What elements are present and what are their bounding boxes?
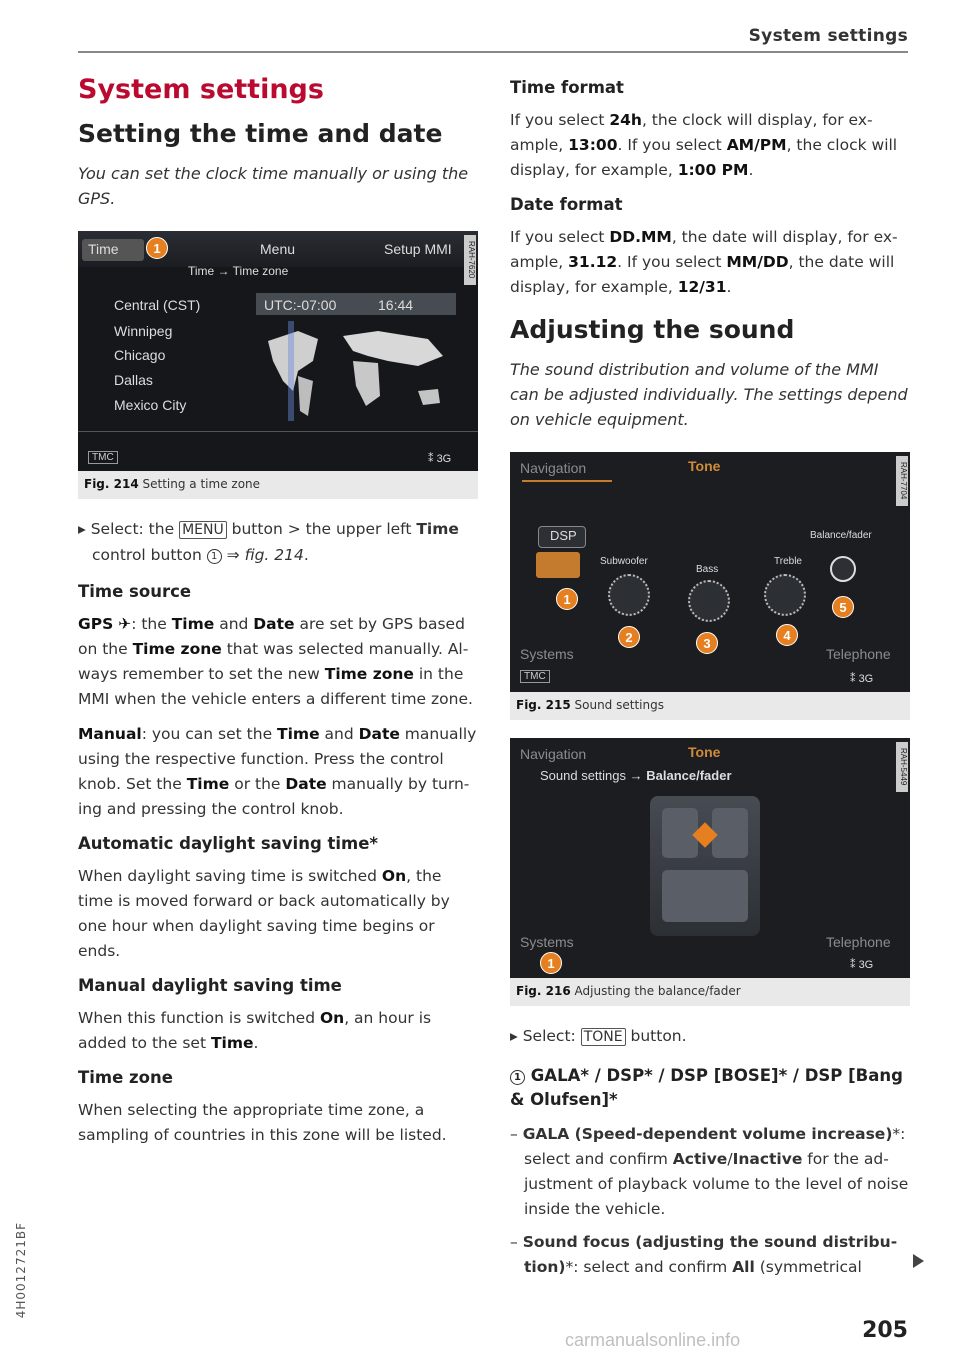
subwoofer-knob — [608, 574, 650, 616]
callout-badge: 1 — [556, 588, 578, 610]
text: / — [727, 1150, 733, 1168]
text: If you select — [510, 228, 610, 246]
subwoofer-label: Subwoofer — [600, 556, 648, 567]
heading-time-zone: Time zone — [78, 1068, 173, 1087]
network-indicator — [850, 958, 873, 971]
telephone-tab: Telephone — [826, 934, 891, 950]
callout-badge: 4 — [776, 624, 798, 646]
bold-text: Date — [253, 615, 295, 633]
time-tab: Time — [88, 241, 119, 257]
figure-214 — [78, 231, 478, 499]
running-head: System settings — [748, 26, 908, 46]
text: . — [726, 278, 732, 296]
city-item: Dallas — [114, 372, 153, 388]
text: , the time is moved forward or back automatically by one hour when daylight saving time begins or ends. — [78, 867, 450, 960]
heading-manual-dst: Manual daylight saving time — [78, 976, 342, 995]
text: . — [253, 1034, 259, 1052]
map-eurasia — [343, 331, 443, 366]
breadcrumb-current: Balance/fader — [646, 768, 732, 783]
list-item-sound-focus: – Sound focus (adjusting the sound distribution)*: select and confirm All (symmetrical — [510, 1233, 898, 1276]
network-label: 3G — [858, 959, 874, 971]
signal-icon: ⁑ — [428, 453, 437, 465]
menu-button-label: MENU — [179, 521, 227, 539]
arrow-symbol: ⇒ — [221, 546, 245, 564]
systems-tab: Systems — [520, 934, 574, 950]
left-column — [78, 72, 478, 1158]
bold-text: Inactive — [732, 1150, 803, 1168]
list-item-gala: – GALA (Speed-dependent volume increase)*: select and confirm Active/Inactive for the adjustment of playback volume to the level of noise inside the vehicle. — [510, 1125, 909, 1218]
text: . If you select — [617, 253, 727, 271]
text: that was selected manually. Always remember to set the new — [78, 640, 469, 683]
watermark: carmanualsonline.info — [565, 1330, 741, 1350]
callout-badge: 2 — [618, 626, 640, 648]
sound-settings-screen — [510, 452, 910, 692]
systems-tab: Systems — [520, 646, 574, 662]
bold-text: GALA (Speed-dependent volume increase) — [522, 1125, 893, 1143]
bold-text: Time — [171, 615, 215, 633]
text: When this function is switched — [78, 1009, 320, 1027]
heading-date-format: Date format — [510, 195, 623, 214]
text: : you can set the — [141, 725, 278, 743]
paragraph-time-format — [510, 108, 910, 183]
bold-text: Time — [210, 1034, 254, 1052]
front-right-seat — [712, 808, 748, 858]
bold-text: Time zone — [324, 665, 414, 683]
network-indicator — [850, 672, 873, 685]
treble-label: Treble — [774, 556, 802, 567]
text: are set by GPS based on the — [78, 615, 465, 658]
page-number: 205 — [862, 1318, 908, 1343]
figure-number: Fig. 214 — [84, 477, 139, 491]
document-code: 4H0012721BF — [14, 1222, 28, 1319]
network-label: 3G — [858, 673, 874, 685]
step-text: . — [303, 546, 309, 564]
figure-code: RAH-7620 — [464, 235, 476, 285]
lead-text: You can set the clock time manually or using the GPS. — [78, 164, 469, 208]
setup-mmi-label: Setup MMI — [384, 241, 452, 257]
figure-caption-text: Adjusting the balance/fader — [574, 984, 741, 998]
heading-text: GALA* / DSP* / DSP [BOSE]* / DSP [Bang & Olufsen]* — [510, 1066, 903, 1109]
callout-badge: 3 — [696, 632, 718, 654]
map-south-america — [298, 376, 313, 416]
figure-number: Fig. 215 — [516, 698, 571, 712]
paragraph-gps — [78, 612, 478, 712]
network-label: 3G — [436, 453, 452, 465]
dsp-label: DSP — [550, 528, 577, 543]
bold-text: 1:00 PM — [677, 161, 749, 179]
city-item: Mexico City — [114, 397, 187, 413]
screen-divider — [78, 431, 478, 432]
gps-icon: ✈ — [118, 615, 132, 633]
text: If you select — [510, 111, 610, 129]
figure-215 — [510, 452, 910, 720]
heading-time-source: Time source — [78, 582, 192, 601]
instruction-step: ▸ Select: TONE button. — [510, 1027, 687, 1045]
paragraph-time-zone: When selecting the appropriate time zone, a sampling of countries in this zone will be listed. — [78, 1101, 447, 1144]
tmc-indicator: TMC — [88, 451, 118, 464]
text: When daylight saving time is switched — [78, 867, 382, 885]
text: and — [214, 615, 254, 633]
text: manually using the respective function. Press the control knob. Set the — [78, 725, 477, 793]
figure-code: RAH-7704 — [896, 456, 908, 506]
figure-caption-text: Sound settings — [574, 698, 664, 712]
balance-knob — [830, 556, 856, 582]
tone-tab: Tone — [688, 744, 721, 760]
bold-text: DD.MM — [609, 228, 672, 246]
tab-underline — [522, 480, 612, 482]
sound-title: Adjusting the sound — [510, 315, 795, 344]
clock-readout: 16:44 — [378, 297, 414, 313]
nav-tab: Navigation — [520, 746, 587, 762]
signal-icon: ⁑ — [850, 959, 859, 971]
callout-badge: 1 — [540, 952, 562, 974]
bass-label: Bass — [696, 564, 719, 575]
text: manually by turning and pressing the control knob. — [78, 775, 470, 818]
time-zone-screen — [78, 231, 478, 471]
text: , an hour is added to the set — [78, 1009, 432, 1052]
figure-caption — [510, 978, 910, 1006]
right-column — [510, 72, 910, 1288]
equalizer-icon — [536, 552, 580, 578]
text: *: select and confirm — [524, 1125, 906, 1168]
bold-text: AM/PM — [726, 136, 787, 154]
text: : the — [131, 615, 172, 633]
callout-ref: 1 — [510, 1070, 525, 1085]
step-bold: Time — [416, 520, 459, 538]
bold-text: 13:00 — [568, 136, 618, 154]
rear-seat — [662, 870, 748, 922]
header-rule — [78, 51, 908, 53]
map-australia — [418, 389, 440, 405]
bold-text: On — [319, 1009, 345, 1027]
text: (symmetrical — [754, 1258, 862, 1276]
section-title: System settings — [78, 74, 324, 105]
city-item: Chicago — [114, 347, 166, 363]
text: *: select and confirm — [565, 1258, 733, 1276]
paragraph-manual-dst — [78, 1006, 478, 1056]
bold-text: 12/31 — [677, 278, 727, 296]
bold-text: MM/DD — [726, 253, 789, 271]
text: or the — [229, 775, 286, 793]
bold-text: Date — [285, 775, 327, 793]
heading-auto-dst: Automatic daylight saving time* — [78, 834, 379, 853]
telephone-tab: Telephone — [826, 646, 891, 662]
gps-label: GPS — [78, 615, 114, 633]
step-text: Select: the — [90, 520, 180, 538]
figure-ref: fig. 214 — [244, 546, 304, 564]
treble-knob — [764, 574, 806, 616]
paragraph-auto-dst — [78, 864, 478, 964]
bold-text: Date — [358, 725, 400, 743]
bass-knob — [688, 580, 730, 622]
text: , the date will display, for example, — [510, 228, 898, 271]
breadcrumb-separator: → — [626, 768, 647, 783]
step-text: button. — [625, 1027, 687, 1045]
balance-label: Balance/fader — [810, 530, 872, 541]
bold-text: Sound focus (adjusting the sound distribution) — [522, 1233, 898, 1276]
signal-icon: ⁑ — [850, 673, 859, 685]
paragraph-manual — [78, 722, 478, 822]
breadcrumb: Time → Time zone — [188, 264, 289, 278]
map-timezone-band — [288, 321, 294, 421]
bold-text: 31.12 — [568, 253, 618, 271]
text: . — [748, 161, 754, 179]
manual-label: Manual — [78, 725, 142, 743]
tone-button-label: TONE — [581, 1028, 626, 1046]
text: , the clock will display, for example, — [510, 136, 898, 179]
bold-text: Time — [186, 775, 230, 793]
utc-offset: UTC:-07:00 — [264, 297, 337, 313]
callout-badge: 5 — [832, 596, 854, 618]
tmc-indicator: TMC — [520, 670, 550, 683]
instruction-step: ▸ Select: the MENU button > the upper left Time control button 1 ⇒ fig. 214. — [78, 520, 459, 564]
step-text: control button — [92, 546, 207, 564]
sound-lead: The sound distribution and volume of the MMI can be adjusted individually. The settings depend on vehicle equipment. — [510, 360, 908, 429]
step-text: button > the upper left — [226, 520, 417, 538]
continue-arrow-icon — [913, 1254, 924, 1268]
step-text: Select: — [522, 1027, 581, 1045]
text: and — [319, 725, 359, 743]
bold-text: Active — [672, 1150, 728, 1168]
city-item: Winnipeg — [114, 323, 173, 339]
bold-text: On — [381, 867, 407, 885]
city-item: Central (CST) — [114, 297, 201, 313]
heading-gala — [510, 1064, 910, 1112]
balance-fader-screen — [510, 738, 910, 978]
text: in the MMI when the vehicle enters a different time zone. — [78, 665, 473, 708]
callout-badge: 1 — [146, 237, 168, 259]
breadcrumb — [540, 768, 732, 783]
figure-number: Fig. 216 — [516, 984, 571, 998]
bold-text: Time — [277, 725, 320, 743]
figure-caption-text: Setting a time zone — [142, 477, 261, 491]
text: , the date will display, for example, — [510, 253, 895, 296]
heading-time-format: Time format — [510, 78, 624, 97]
text: for the adjustment of playback volume to the level of noise inside the vehicle. — [524, 1150, 909, 1218]
figure-216 — [510, 738, 910, 1006]
bold-text: All — [732, 1258, 755, 1276]
world-map — [258, 321, 458, 421]
figure-code: RAH-5449 — [896, 742, 908, 792]
breadcrumb-parent: Sound settings — [540, 768, 627, 783]
nav-tab: Navigation — [520, 460, 587, 476]
tone-tab: Tone — [688, 458, 721, 474]
bold-text: Time zone — [132, 640, 222, 658]
figure-caption — [78, 471, 478, 499]
figure-caption — [510, 692, 910, 720]
menu-label: Menu — [260, 241, 296, 257]
text: , the clock will display, for example, — [510, 111, 873, 154]
network-indicator — [428, 452, 451, 465]
callout-ref: 1 — [207, 549, 222, 564]
map-africa — [353, 361, 380, 406]
bold-text: 24h — [609, 111, 642, 129]
subsection-title: Setting the time and date — [78, 119, 443, 148]
text: . If you select — [617, 136, 727, 154]
paragraph-date-format — [510, 225, 910, 300]
